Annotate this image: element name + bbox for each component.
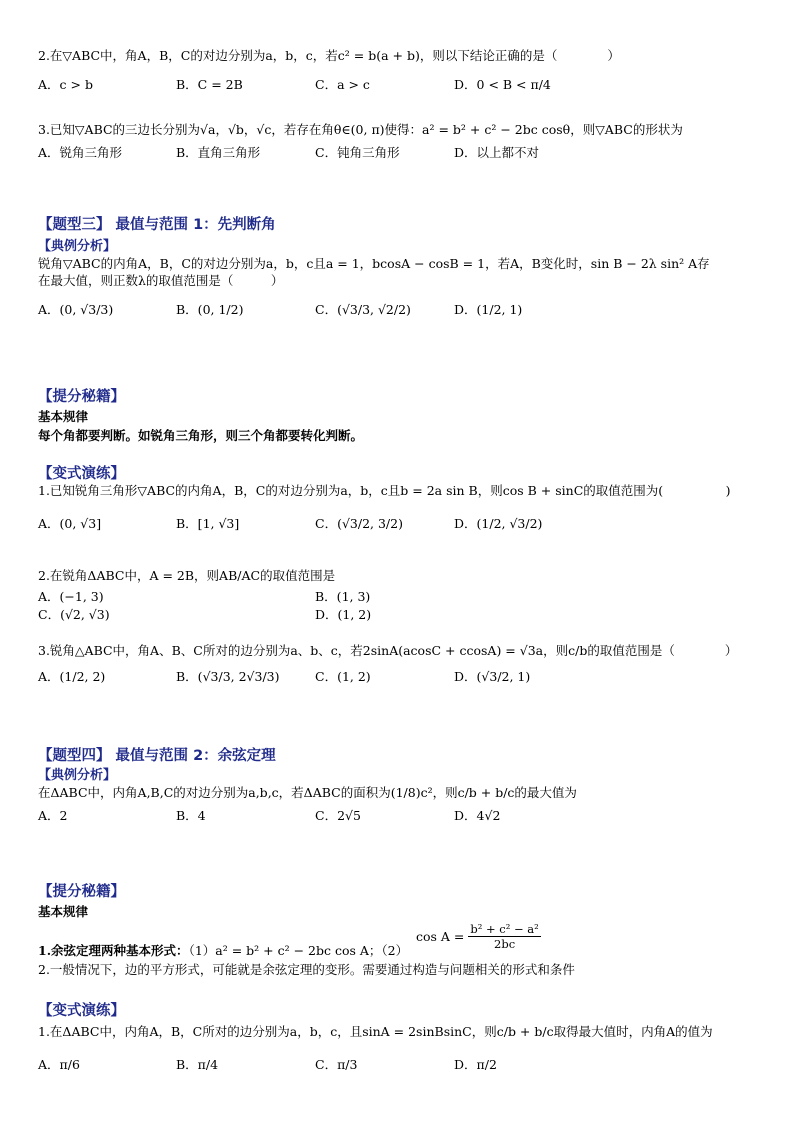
drill1-q3-stem: 3.锐角△ABC中，角A、B、C所对的边分别为a、b、c，若2sinA(acosC + ccosA) = √3a，则c/b的取值范围是（ ） (38, 643, 738, 658)
drill1-q2-option-c: C．(√2, √3) (38, 607, 110, 622)
question-2-option-d: D．0 < B < π/4 (454, 77, 551, 92)
type4-option-d: D．4√2 (454, 808, 501, 823)
type4-title: 【题型四】 最值与范围 2：余弦定理 (38, 748, 276, 764)
tips2-formula-2-lhs: cos A = (416, 929, 465, 944)
question-3-option-c: C．钝角三角形 (315, 145, 400, 160)
type4-option-b: B．4 (176, 808, 206, 823)
question-3-stem: 3.已知▽ABC的三边长分别为√a，√b，√c，若存在角θ∈(0, π)使得：a² = b² + c² − 2bc cosθ，则▽ABC的形状为 (38, 122, 683, 137)
question-2-option-a: A．c > b (38, 77, 93, 92)
question-3-option-b: B．直角三角形 (176, 145, 261, 160)
drill1-q1-option-c: C．(√3/2, 3/2) (315, 516, 403, 531)
drill2-q1-option-d: D．π/2 (454, 1057, 497, 1072)
drill1-q2-option-b: B．(1, 3) (315, 589, 371, 604)
type4-option-c: C．2√5 (315, 808, 361, 823)
drill2-q1-stem: 1.在ΔABC中，内角A，B，C所对的边分别为a，b，c，且sinA = 2sinBsinC，则c/b + b/c取得最大值时，内角A的值为 (38, 1024, 713, 1039)
drill1-q1-option-a: A．(0, √3] (38, 516, 102, 531)
drill1-q2-option-a: A．(−1, 3) (38, 589, 104, 604)
drill1-q2-option-d: D．(1, 2) (315, 607, 372, 622)
tips1-title: 【提分秘籍】 (38, 389, 125, 405)
drill1-q2-stem: 2.在锐角ΔABC中，A = 2B，则AB/AC的取值范围是 (38, 568, 336, 583)
type4-example-stem: 在ΔABC中，内角A,B,C的对边分别为a,b,c，若ΔABC的面积为(1/8)c²，则c/b + b/c的最大值为 (38, 785, 577, 800)
type4-option-a: A．2 (38, 808, 68, 823)
type3-option-d: D．(1/2, 1) (454, 302, 523, 317)
tips2-formula-2-fraction (468, 922, 540, 951)
tips2-formula-2 (416, 922, 541, 951)
type3-title: 【题型三】 最值与范围 1：先判断角 (38, 217, 276, 233)
tips2-formula-2-denominator: 2bc (494, 937, 516, 951)
drill1-q3-option-b: B．(√3/3, 2√3/3) (176, 669, 280, 684)
type4-example-label: 【典例分析】 (38, 768, 117, 783)
tips2-line-1-label: 1.余弦定理两种基本形式： (38, 943, 189, 958)
drill1-q1-option-d: D．(1/2, √3/2) (454, 516, 543, 531)
drill2-title: 【变式演练】 (38, 1003, 125, 1019)
tips1-rule-text: 每个角都要判断。如锐角三角形，则三个角都要转化判断。 (38, 428, 364, 443)
drill1-title: 【变式演练】 (38, 466, 125, 482)
drill1-q3-option-d: D．(√3/2, 1) (454, 669, 531, 684)
drill1-q1-option-b: B．[1, √3] (176, 516, 240, 531)
tips2-rule-label: 基本规律 (38, 904, 89, 919)
question-2-stem: 2.在▽ABC中，角A，B，C的对边分别为a，b，c，若c² = b(a + b)，则以下结论正确的是（ ） (38, 48, 620, 63)
tips2-line-1 (38, 943, 408, 958)
type3-option-c: C．(√3/3, √2/2) (315, 302, 411, 317)
question-3-option-d: D．以上都不对 (454, 145, 540, 160)
tips2-title: 【提分秘籍】 (38, 884, 125, 900)
tips2-formula-2-numerator: b² + c² − a² (470, 922, 539, 936)
drill2-q1-option-b: B．π/4 (176, 1057, 219, 1072)
type3-example-label: 【典例分析】 (38, 239, 117, 254)
drill1-q3-option-a: A．(1/2, 2) (38, 669, 106, 684)
tips2-line-2: 2.一般情况下，边的平方形式，可能就是余弦定理的变形。需要通过构造与问题相关的形式和条件 (38, 962, 575, 977)
drill1-q3-option-c: C．(1, 2) (315, 669, 371, 684)
type3-option-b: B．(0, 1/2) (176, 302, 244, 317)
drill2-q1-option-a: A．π/6 (38, 1057, 80, 1072)
tips2-line-1-formula-1: （1）a² = b² + c² − 2bc cos A；（2） (188, 943, 409, 958)
type3-example-line-1: 锐角▽ABC的内角A，B，C的对边分别为a，b，c且a = 1，bcosA − cosB = 1，若A，B变化时，sin B − 2λ sin² A存 (38, 256, 710, 271)
drill1-q1-stem: 1.已知锐角三角形▽ABC的内角A，B，C的对边分别为a，b，c且b = 2a sin B，则cos B + sinC的取值范围为( ) (38, 483, 731, 498)
question-3-option-a: A．锐角三角形 (38, 145, 123, 160)
drill2-q1-option-c: C．π/3 (315, 1057, 358, 1072)
type3-option-a: A．(0, √3/3) (38, 302, 114, 317)
question-2-option-c: C．a > c (315, 77, 370, 92)
question-2-option-b: B．C = 2B (176, 77, 243, 92)
tips1-rule-label: 基本规律 (38, 409, 89, 424)
type3-example-line-2: 在最大值，则正数λ的取值范围是（ ） (38, 273, 284, 288)
